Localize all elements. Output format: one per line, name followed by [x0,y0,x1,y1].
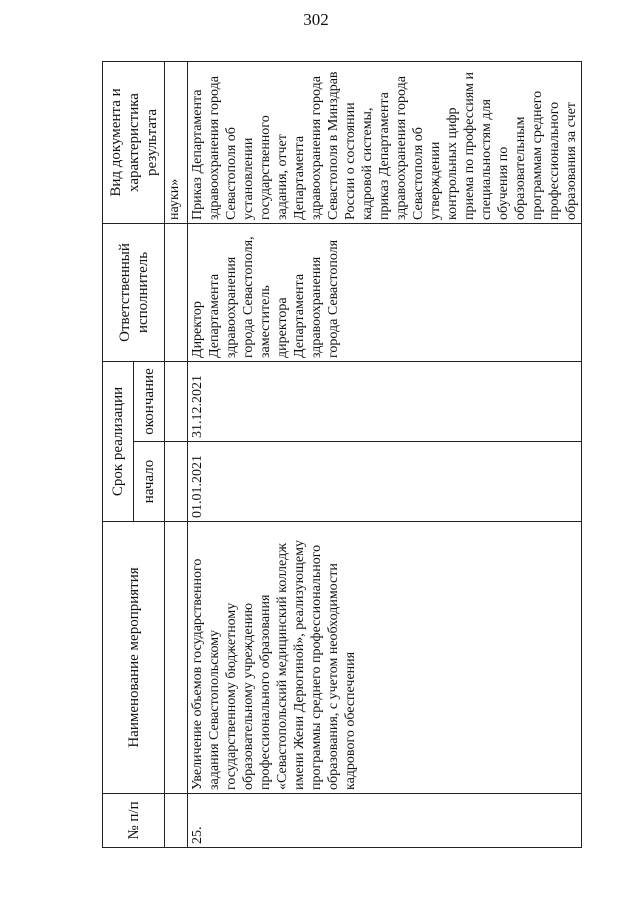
cont-num [165,794,188,848]
table-row [188,61,582,847]
row-executor: Директор Департамента здравоохранения города Севастополя, заместитель директора Департамента здравоохранения города Севастополя [188,223,582,361]
row-end: 31.12.2021 [188,361,582,441]
rotated-table [102,62,582,848]
cont-end [165,361,188,441]
row-start: 01.01.2021 [188,442,582,522]
header-name: Наименование мероприятия [103,522,165,794]
cont-start [165,442,188,522]
header-end: окончание [134,361,165,441]
row-result: Приказ Департамента здравоохранения города Севастополя об установлении государственного задания, отчет Департамента здравоохранения города Севастополя в Минздрав России о состоянии кадровой системы, приказ Департамента здравоохранения города Севастополя об утверждении контрольных цифр приема по профессиям и специальностям для обучения по образовательным программам среднего профессионального образования за счет [188,61,582,223]
measures-table [102,61,582,848]
header-executor: Ответственный исполнитель [103,223,165,361]
header-start: начало [134,442,165,522]
table-container [102,62,582,848]
row-name: Увеличение объемов государственного задания Севастопольскому государственному бюджетному образовательному учреждению профессионального образования «Севастопольский медицинский колледж имени Жени Дерюгиной», реализующему программы среднего профессионального образования, с учетом необходимости кадрового обеспечения [188,522,582,794]
header-result: Вид документа и характеристика результата [103,61,165,223]
continuation-row [165,61,188,847]
page-number: 302 [303,10,329,29]
cont-result: науки» [165,61,188,223]
cont-name [165,522,188,794]
header-period: Срок реализации [103,361,134,521]
header-row [103,61,134,847]
cont-executor [165,223,188,361]
row-num: 25. [188,794,582,848]
header-num: № п/п [103,794,165,848]
